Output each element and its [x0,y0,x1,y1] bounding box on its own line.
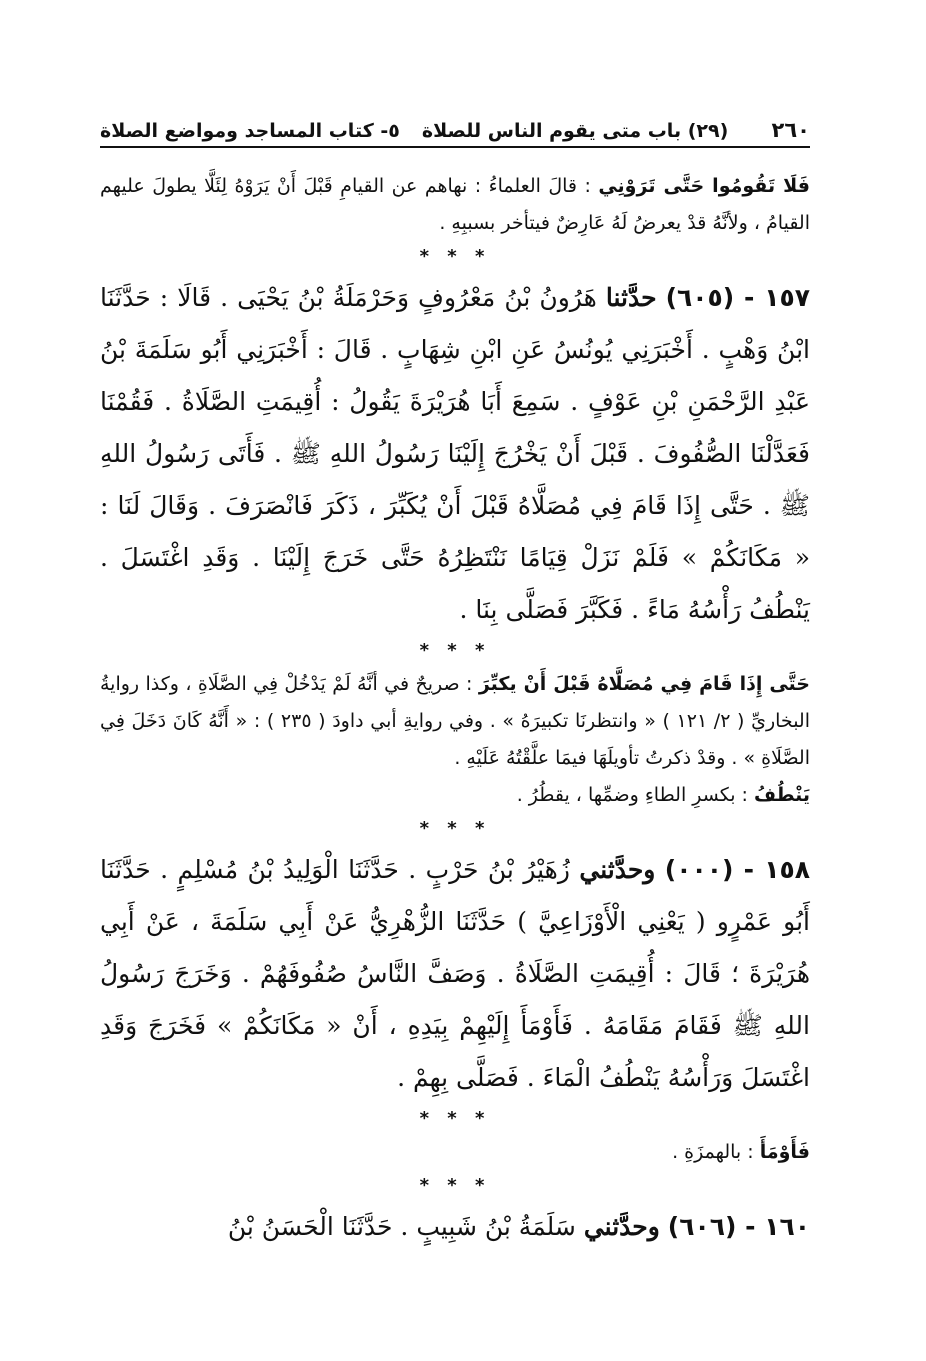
note-text: : بكسرِ الطاءِ وضمِّها ، يقطُرُ . [516,784,754,806]
section-separator: * * * [419,1108,491,1129]
note-term: فَأَوْمَأَ [759,1141,810,1163]
hadith-158 [100,844,810,1104]
hadith-number: ١٥٨ - (٠٠٠) [664,855,810,884]
chapter-title: (٢٩) باب متى يقوم الناس للصلاة [421,120,729,142]
commentary-note-4 [100,1134,810,1171]
section-separator: * * * [419,818,491,839]
note-term: يَنْطُفُ [753,784,810,806]
note-term: فَلَا تَقُومُوا حَتَّى تَرَوْنِي [598,175,810,197]
book-title: ٥- كتاب المساجد ومواضع الصلاة [100,120,400,142]
commentary-note-1 [100,168,810,242]
note-text: : قالَ العلماءُ : نهاهم عن القيامِ قَبْلَ أَنْ يَرَوْهُ لِئَلَّا يطولَ عليهم القيامُ ، ولأنَّهُ قدْ يعرضُ لَهُ عَارِضٌ فيتأخر بسببِهِ . [100,175,810,234]
hadith-text: سَلَمَةُ بْنُ شَبِيبٍ . حَدَّثَنَا الْحَسَنُ بْنُ [227,1212,584,1241]
hadith-160 [100,1201,810,1253]
section-separator: * * * [419,640,491,661]
note-term: حَتَّى إِذَا قَامَ فِي مُصَلَّاهُ قَبْلَ أَنْ يكبِّرَ [478,673,810,695]
note-text: : بالهمزَةِ . [672,1141,760,1163]
hadith-text: هَرُونُ بْنُ مَعْرُوفٍ وَحَرْمَلَةُ بْنُ يَحْيَى . قَالَا : حَدَّثَنَا ابْنُ وَهْبٍ . أَخْبَرَنِي يُونُسُ عَنِ ابْنِ شِهَابٍ . قَالَ : أَخْبَرَنِي أَبُو سَلَمَةَ بْنُ عَبْدِ الرَّحْمَنِ بْنِ عَوْفٍ . سَمِعَ أَبَا هُرَيْرَةَ يَقُولُ : أُقِيمَتِ الصَّلَاةُ . فَقُمْنَا فَعَدَّلْنَا الصُّفُوفَ . قَبْلَ أَنْ يَخْرُجَ إِلَيْنَا رَسُولُ اللهِ ﷺ . فَأَتَى رَسُولُ اللهِ ﷺ . حَتَّى إِذَا قَامَ فِي مُصَلَّاهُ قَبْلَ أَنْ يُكَبِّرَ ، ذَكَرَ فَانْصَرَفَ . وَقَالَ لَنَا : « مَكَانَكُمْ » فَلَمْ نَزَلْ قِيَامًا نَنْتَظِرُهُ حَتَّى خَرَجَ إِلَيْنَا . وَقَدِ اغْتَسَلَ . يَنْطُفُ رَأْسُهُ مَاءً . فَكَبَّرَ فَصَلَّى بِنَا . [100,283,810,624]
header-titles [100,120,728,142]
hadith-lead: وحدَّثني [583,1212,660,1241]
page-content [100,168,810,1253]
commentary-note-3 [100,777,810,814]
hadith-157 [100,272,810,636]
hadith-number: ١٦٠ - (٦٠٦) [667,1212,810,1241]
running-header [100,112,810,148]
section-separator: * * * [419,246,491,267]
hadith-lead: وحدَّثني [579,855,656,884]
hadith-lead: حدَّثنا [605,283,657,312]
commentary-note-2 [100,666,810,777]
section-separator: * * * [419,1175,491,1196]
page-number: ٢٦٠ [771,118,810,142]
hadith-number: ١٥٧ - (٦٠٥) [665,283,810,312]
hadith-text: زُهَيْرُ بْنُ حَرْبٍ . حَدَّثَنَا الْوَلِيدُ بْنُ مُسْلِمٍ . حَدَّثَنَا أَبُو عَمْرٍو ( يَعْنِي الْأَوْزَاعِيَّ ) حَدَّثَنَا الزُّهْرِيُّ عَنْ أَبِي سَلَمَةَ ، عَنْ أَبِي هُرَيْرَةَ ؛ قَالَ : أُقِيمَتِ الصَّلَاةُ . وَصَفَّ النَّاسُ صُفُوفَهُمْ . وَخَرَجَ رَسُولُ اللهِ ﷺ فَقَامَ مَقَامَهُ . فَأَوْمَأَ إِلَيْهِمْ بِيَدِهِ ، أَنْ « مَكَانَكُمْ » فَخَرَجَ وَقَدِ اغْتَسَلَ وَرَأْسُهُ يَنْطُفُ الْمَاءَ . فَصَلَّى بِهِمْ . [100,855,810,1092]
note-text: : صريحٌ في أنَّهُ لَمْ يَدْخُلْ فِي الصَّلَاةِ ، وكذا روايةُ البخاريِّ ( ٢/ ١٢١ ) « وانتظرنَا تكبيرَهُ » . وفي روايةِ أبي داودَ ( ٢٣٥ ) : « أَنَّهُ كَانَ دَخَلَ فِي الصَّلَاةِ » . وقدْ ذكرتُ تأويلَهَا فيمَا علَّقْتُهُ عَلَيْهِ . [100,673,810,769]
